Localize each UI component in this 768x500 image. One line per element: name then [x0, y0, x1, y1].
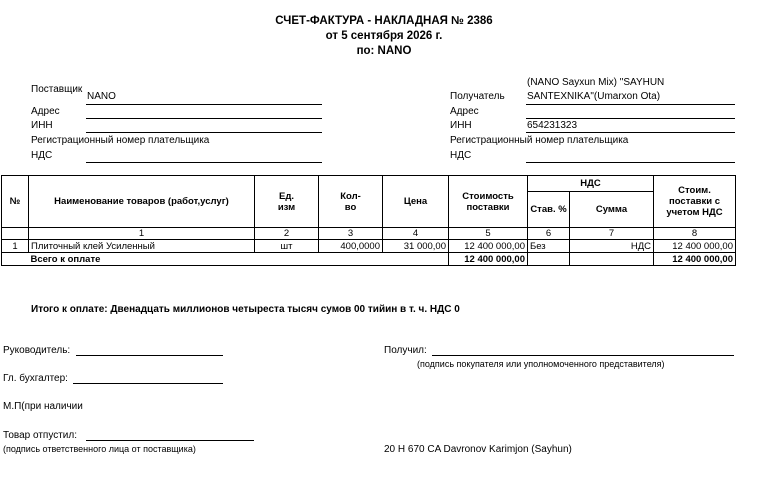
receiver-address-line [526, 118, 735, 119]
document-date: от 5 сентября 2026 г. [325, 30, 443, 42]
received-label: Получил: [384, 345, 427, 356]
accountant-label: Гл. бухгалтер: [3, 373, 68, 384]
receiver-inn-value: 654231323 [527, 120, 578, 131]
received-line [432, 355, 734, 356]
header-vat-group: НДС [528, 176, 654, 192]
released-label: Товар отпустил: [3, 430, 77, 441]
total-with-vat: 12 400 000,00 [654, 253, 736, 266]
supplier-reg-label: Регистрационный номер плательщика [31, 135, 210, 146]
row-cost: 12 400 000,00 [449, 240, 528, 253]
column-number: 6 [528, 228, 570, 240]
receiver-vat-line [526, 162, 735, 163]
row-qty: 400,0000 [319, 240, 383, 253]
supplier-address-label: Адрес [31, 106, 60, 117]
total-cost: 12 400 000,00 [449, 253, 528, 266]
supplier-inn-line [86, 132, 322, 133]
director-label: Руководитель: [3, 345, 71, 356]
receiver-reg-label: Регистрационный номер плательщика [450, 135, 629, 146]
receiver-value-line1: (NANO Sayxun Mix) "SAYHUN [527, 77, 665, 88]
header-total: Стоим. поставки с учетом НДС [654, 176, 736, 228]
receiver-vat-label: НДС [450, 150, 472, 161]
released-line [86, 440, 254, 441]
column-numbers-row [2, 228, 736, 240]
row-unit: шт [255, 240, 319, 253]
header-num: № [2, 176, 29, 228]
receiver-value-line2: SANTEXNIKA"(Umarxon Ota) [527, 91, 661, 102]
table-row [2, 240, 736, 253]
director-line [76, 355, 223, 356]
supplier-inn-label: ИНН [31, 120, 53, 131]
row-vat-sum: НДС [570, 240, 654, 253]
header-unit: Ед. изм [255, 176, 319, 228]
column-number: 2 [255, 228, 319, 240]
total-label: Всего к оплате [29, 253, 449, 266]
supplier-address-line [86, 118, 322, 119]
row-price: 31 000,00 [383, 240, 449, 253]
column-number: 1 [29, 228, 255, 240]
document-title: СЧЕТ-ФАКТУРА - НАКЛАДНАЯ № 2386 [275, 15, 493, 27]
invoice-table [1, 175, 736, 266]
receiver-address-label: Адрес [450, 106, 479, 117]
supplier-label: Поставщик [31, 84, 83, 95]
header-qty: Кол-во [319, 176, 383, 228]
header-vat-rate: Став. % [528, 192, 570, 228]
amount-in-words: Итого к оплате: Двенадцать миллионов четыреста тысяч сумов 00 тийин в т. ч. НДС 0 [31, 304, 460, 315]
receiver-inn-label: ИНН [450, 120, 472, 131]
received-note: (подпись покупателя или уполномоченного представителя) [417, 359, 665, 369]
stamp-label: М.П(при наличии [3, 401, 83, 412]
column-number [2, 228, 29, 240]
row-total: 12 400 000,00 [654, 240, 736, 253]
column-number: 7 [570, 228, 654, 240]
receiver-line [526, 104, 735, 105]
supplier-vat-line [86, 162, 322, 163]
receiver-inn-line [526, 132, 735, 133]
supplier-vat-label: НДС [31, 150, 53, 161]
row-num: 1 [2, 240, 29, 253]
total-row [2, 253, 736, 266]
header-price: Цена [383, 176, 449, 228]
accountant-line [73, 383, 223, 384]
supplier-value: NANO [87, 91, 116, 102]
column-number: 5 [449, 228, 528, 240]
column-number: 4 [383, 228, 449, 240]
column-number: 8 [654, 228, 736, 240]
column-number: 3 [319, 228, 383, 240]
receiver-label: Получатель [450, 91, 505, 102]
released-note: (подпись ответственного лица от поставщика) [3, 444, 196, 454]
header-vat-sum: Сумма [570, 192, 654, 228]
header-cost: Стоимость поставки [449, 176, 528, 228]
supplier-line [86, 104, 322, 105]
row-vat-rate: Без [528, 240, 570, 253]
receiver-signature: 20 H 670 CA Davronov Karimjon (Sayhun) [384, 444, 572, 455]
row-name: Плиточный клей Усиленный [29, 240, 255, 253]
header-name: Наименование товаров (работ,услуг) [29, 176, 255, 228]
document-basis: по: NANO [356, 45, 412, 57]
